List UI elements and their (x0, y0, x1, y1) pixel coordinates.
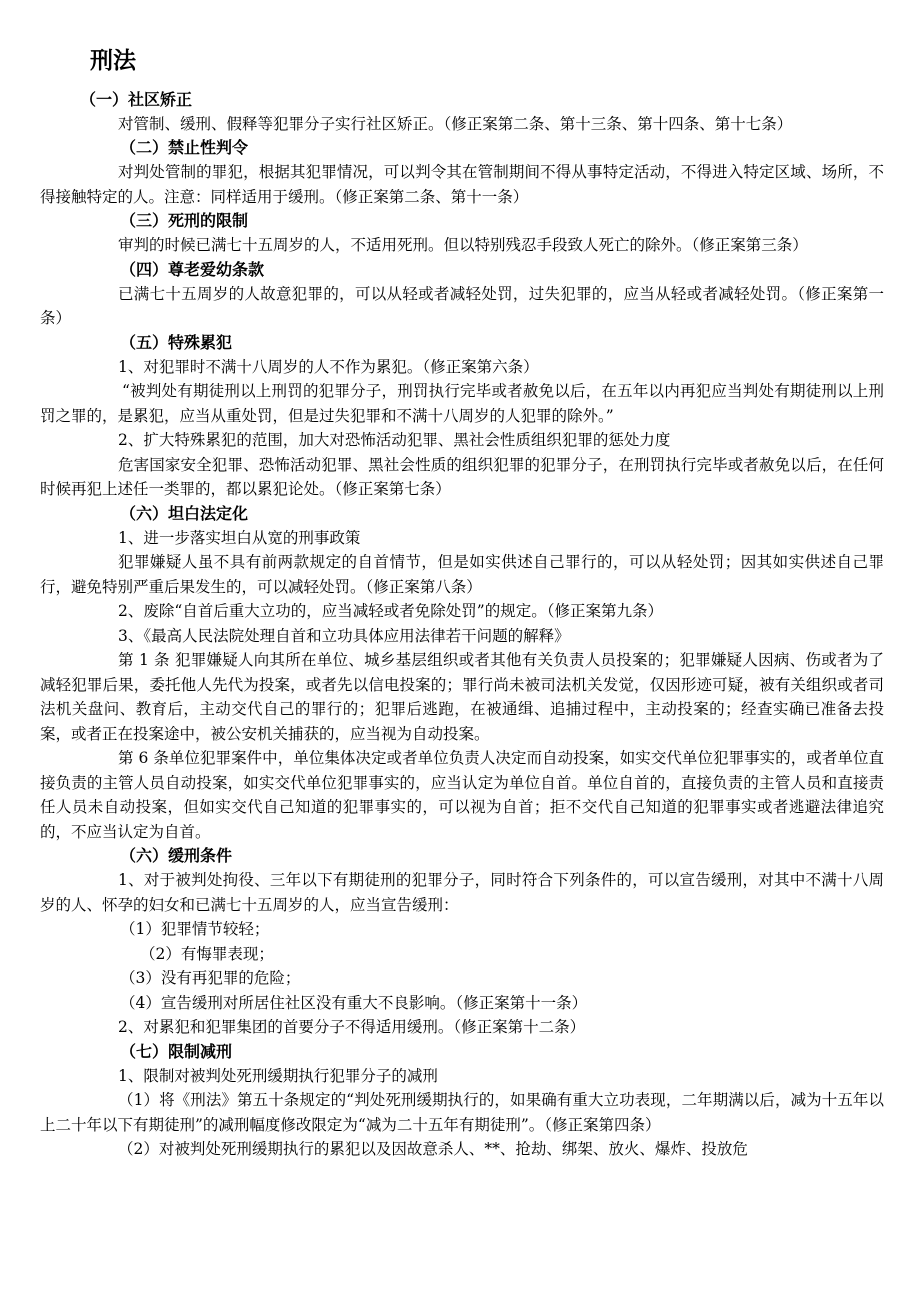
list-item: （4）宣告缓刑对所居住社区没有重大不良影响。（修正案第十一条） (120, 993, 588, 1012)
paragraph: 对判处管制的罪犯，根据其犯罪情况，可以判令其在管制期间不得从事特定活动，不得进入特定区域、场所，不得接触特定的人。注意：同样适用于缓刑。（修正案第二条、第十一条） (40, 163, 884, 206)
list-item: （3）没有再犯罪的危险； (120, 969, 301, 988)
paragraph: 3、《最高人民法院处理自首和立功具体应用法律若干问题的解释》 (118, 626, 570, 645)
paragraph: 1、进一步落实坦白从宽的刑事政策 (118, 528, 361, 547)
section-heading: （六）缓刑条件 (120, 846, 233, 866)
section-heading: （三）死刑的限制 (120, 211, 249, 231)
paragraph: 2、废除“自首后重大立功的，应当减轻或者免除处罚”的规定。（修正案第九条） (118, 602, 663, 621)
paragraph: （2）对被判处死刑缓期执行的累犯以及因故意杀人、**、抢劫、绑架、放火、爆炸、投放危 (118, 1140, 748, 1159)
paragraph: 1、对于被判处拘役、三年以下有期徒刑的犯罪分子，同时符合下列条件的，可以宣告缓刑，对其中不满十八周岁的人、怀孕的妇女和已满七十五周岁的人，应当宣告缓刑： (40, 871, 884, 914)
paragraph: 已满七十五周岁的人故意犯罪的，可以从轻或者减轻处罚，过失犯罪的，应当从轻或者减轻处罚。（修正案第一条） (40, 284, 884, 328)
paragraph: 犯罪嫌疑人虽不具有前两款规定的自首情节，但是如实供述自己罪行的，可以从轻处罚；因其如实供述自己罪行，避免特别严重后果发生的，可以减轻处罚。（修正案第八条） (40, 553, 884, 596)
paragraph: 危害国家安全犯罪、恐怖活动犯罪、黑社会性质的组织犯罪的犯罪分子，在刑罚执行完毕或者赦免以后，在任何时候再犯上述任一类罪的，都以累犯论处。（修正案第七条） (40, 455, 884, 499)
paragraph: 2、对累犯和犯罪集团的首要分子不得适用缓刑。（修正案第十二条） (118, 1018, 586, 1037)
paragraph: 1、限制对被判处死刑缓期执行犯罪分子的减刑 (118, 1066, 438, 1085)
section-heading: （五）特殊累犯 (120, 332, 233, 352)
paragraph: 第 1 条 犯罪嫌疑人向其所在单位、城乡基层组织或者其他有关负责人员投案的；犯罪嫌疑人因病、伤或者为了减轻犯罪后果，委托他人先代为投案，或者先以信电投案的；罪行尚未被司法机关发觉，仅因形迹可疑，被有关组织或者司法机关盘问、教育后，主动交代自己的罪行的；犯罪后逃跑，在被通缉、追捕过程中，主动投案的；经查实确已准备去投案，或者正在投案途中，被公安机关捕获的，应当视为自动投案。 (40, 651, 884, 743)
quoted-paragraph: “被判处有期徒刑以上刑罚的犯罪分子，刑罚执行完毕或者赦免以后，在五年以内再犯应当判处有期徒刑以上刑罚之罪的，是累犯，应当从重处罚，但是过失犯罪和不满十八周岁的人犯罪的除外。” (40, 382, 884, 425)
section-heading: （二）禁止性判令 (120, 138, 249, 158)
paragraph: （1）将《刑法》第五十条规定的“判处死刑缓期执行的，如果确有重大立功表现，二年期满以后，减为十五年以上二十年以下有期徒刑”的减刑幅度修改限定为“减为二十五年有期徒刑”。（修正案第四条） (40, 1091, 884, 1134)
list-item: （2）有悔罪表现； (140, 944, 274, 963)
paragraph: 对管制、缓刑、假释等犯罪分子实行社区矫正。（修正案第二条、第十三条、第十四条、第十七条） (118, 114, 793, 133)
paragraph: 审判的时候已满七十五周岁的人，不适用死刑。但以特别残忍手段致人死亡的除外。（修正案第三条） (118, 236, 808, 255)
paragraph: 第 6 条单位犯罪案件中，单位集体决定或者单位负责人决定而自动投案，如实交代单位犯罪事实的，或者单位直接负责的主管人员自动投案，如实交代单位犯罪事实的，应当认定为单位自首。单位自首的，直接负责的主管人员和直接责任人员未自动投案，但如实交代自己知道的犯罪事实的，可以视为自首；拒不交代自己知道的犯罪事实或者逃避法律追究的，不应当认定为自首。 (40, 749, 884, 841)
document-title: 刑法 (90, 48, 136, 74)
paragraph: 1、对犯罪时不满十八周岁的人不作为累犯。（修正案第六条） (118, 357, 539, 376)
list-item: （1）犯罪情节较轻； (120, 920, 270, 939)
paragraph: 2、扩大特殊累犯的范围，加大对恐怖活动犯罪、黑社会性质组织犯罪的惩处力度 (118, 431, 671, 450)
section-heading: （一）社区矫正 (80, 89, 193, 109)
section-heading: （四）尊老爱幼条款 (120, 259, 265, 279)
section-heading: （六）坦白法定化 (120, 503, 249, 523)
section-heading: （七）限制减刑 (120, 1041, 233, 1061)
